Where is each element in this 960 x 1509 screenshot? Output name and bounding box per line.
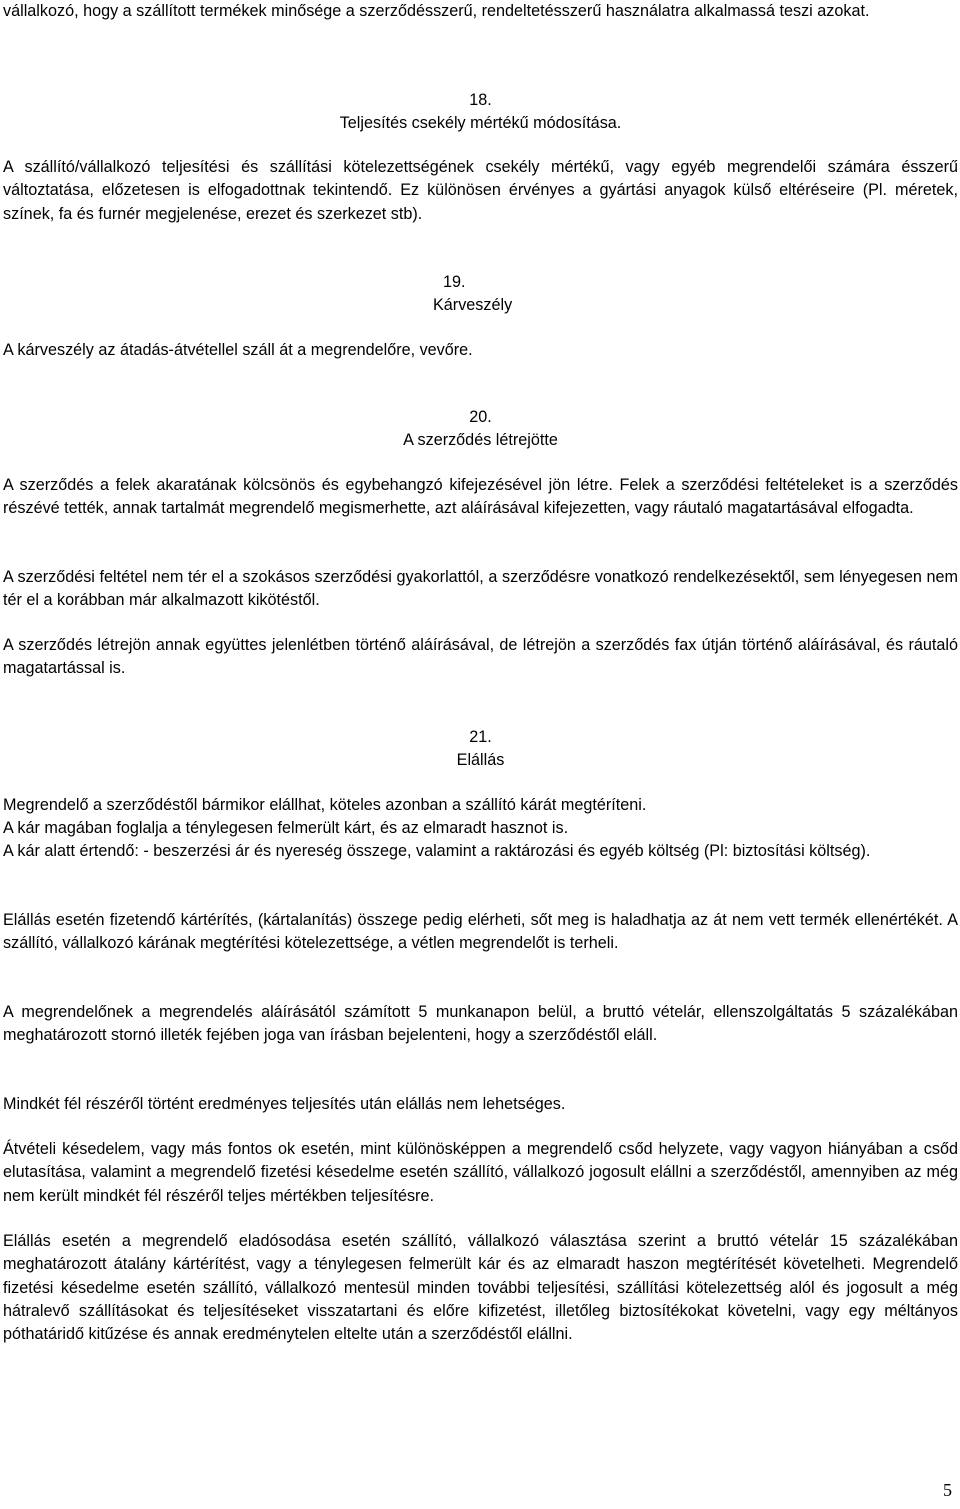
section-21-paragraph-8: Elállás esetén a megrendelő eladósodása esetén szállító, vállalkozó választása szerint a bruttó vételár 15 százalékában meghatározott átalány kártérítést, vagy a ténylegesen felmerült kár és az elmaradt haszon megtérítését követelheti. Megrendelő fizetési késedelme esetén szállító, vállalkozó mentesül minden további teljesítési, szállítási kötelezettség alól és jogosult a még hátralevő szállításokat és teljesítéseket visszatartani és előre kifizetést, illetőleg biztosítékokat követelni, vagy egy méltányos póthatáridő kitűzése és annak eredménytelen eltelte után a szerződéstől elállni.: [3, 1232, 958, 1344]
section-21-title: Elállás: [456, 751, 505, 769]
page-number: 5: [943, 1480, 952, 1500]
section-18-paragraph-1: A szállító/vállalkozó teljesítési és szállítási kötelezettségének csekély mértékű, vagy egyéb megrendelői számára ésszerű változtatása, előzetesen is elfogadottnak tekintendő. Ez különösen érvényes a gyártási anyagok külső eltéréseire (Pl. méretek, színek, fa és furnér megjelenése, erezet és szerkezet stb).: [3, 158, 958, 223]
section-19-number: 19.: [443, 273, 466, 291]
section-21-paragraph-6: Mindkét fél részéről történt eredményes teljesítés után elállás nem lehetséges.: [3, 1095, 566, 1113]
section-21-number: 21.: [469, 728, 492, 746]
section-20-paragraph-3: A szerződés létrejön annak együttes jelenlétben történő aláírásával, de létrejön a szerződés fax útján történő aláírásával, és ráutaló magatartással is.: [3, 636, 958, 678]
section-18-title: Teljesítés csekély mértékű módosítása.: [339, 114, 622, 132]
section-21-paragraph-5: A megrendelőnek a megrendelés aláírásától számított 5 munkanapon belül, a bruttó vételár, ellenszolgáltatás 5 százalékában meghatározott stornó illeték fejében joga van írásban bejelenteni, hogy a szerződéstől eláll.: [3, 1003, 958, 1045]
section-20-title: A szerződés létrejötte: [403, 431, 558, 449]
section-21-paragraph-1: Megrendelő a szerződéstől bármikor elállhat, köteles azonban a szállító kárát megtéríteni.: [3, 796, 647, 814]
section-19-paragraph-1: A kárveszély az átadás-átvétellel száll át a megrendelőre, vevőre.: [3, 341, 473, 359]
section-20-paragraph-1: A szerződés a felek akaratának kölcsönös és egybehangzó kifejezésével jön létre. Felek a szerződési feltételeket is a szerződés részévé tették, annak tartalmát megrendelő megismerhette, azt aláírásával kifejezetten, vagy ráutaló magatartásával elfogadta.: [3, 476, 958, 518]
section-21-paragraph-4: Elállás esetén fizetendő kártérítés, (kártalanítás) összege pedig elérheti, sőt meg is haladhatja az át nem vett termék ellenértékét. A szállító, vállalkozó kárának megtérítési kötelezettsége, a vétlen megrendelőt is terheli.: [3, 911, 958, 953]
section-18-number: 18.: [469, 91, 492, 109]
section-21-paragraph-7: Átvételi késedelem, vagy más fontos ok esetén, mint különösképpen a megrendelő csőd helyzete, vagy vagyon hiányában a csőd elutasítása, valamint a megrendelő fizetési késedelme esetén szállító, vállalkozó jogosult elállni a szerződéstől, amennyiben az még nem került mindkét fél részéről teljes mértékben teljesítésre.: [3, 1140, 958, 1205]
section-21-paragraph-3: A kár alatt értendő: - beszerzési ár és nyereség összege, valamint a raktározási és egyéb költség (Pl: biztosítási költség).: [3, 842, 871, 860]
section-20-number: 20.: [469, 408, 492, 426]
section-20-paragraph-2: A szerződési feltétel nem tér el a szokásos szerződési gyakorlattól, a szerződésre vonatkozó rendelkezésektől, sem lényegesen nem tér el a korábban már alkalmazott kikötéstől.: [3, 568, 958, 610]
section-19-title: Kárveszély: [433, 296, 513, 314]
intro-paragraph: vállalkozó, hogy a szállított termékek minősége a szerződésszerű, rendeltetésszerű használatra alkalmassá teszi azokat.: [3, 2, 870, 20]
section-21-paragraph-2: A kár magában foglalja a ténylegesen felmerült kárt, és az elmaradt hasznot is.: [3, 819, 569, 837]
